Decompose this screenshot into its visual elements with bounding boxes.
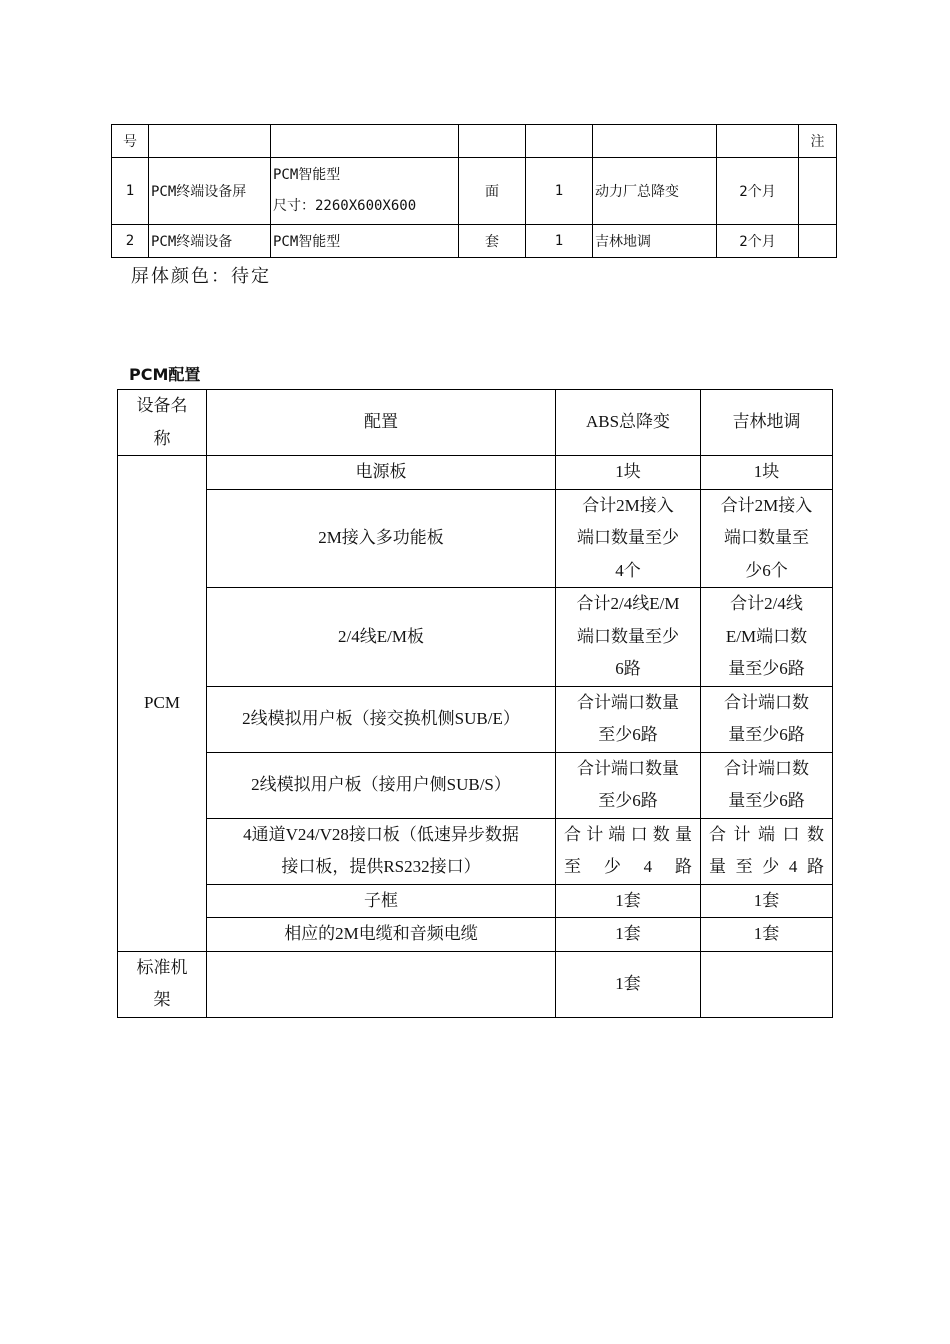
header-cell — [593, 125, 717, 158]
table1-header-row — [112, 125, 837, 158]
table-row — [118, 951, 833, 1017]
table-row — [118, 918, 833, 952]
header-cell — [526, 125, 593, 158]
header-cell — [459, 125, 526, 158]
location: 动力厂总降变 — [593, 158, 717, 225]
table-row — [118, 752, 833, 818]
equipment-spec — [271, 158, 459, 225]
cell-line: 量至少6路 — [728, 725, 805, 744]
cell-line: 合计端口数 — [724, 758, 809, 778]
cell-line: 至少6路 — [598, 791, 658, 810]
cell-line: 标准机 — [136, 957, 188, 977]
abs-cell: 1套 — [556, 918, 701, 952]
header-number: 号 — [112, 125, 149, 158]
config-cell: 相应的2M电缆和音频电缆 — [207, 918, 556, 952]
jilin-cell: 1套 — [701, 918, 833, 952]
row-number: 1 — [112, 158, 149, 225]
cell-line: 接口板，提供RS232接口） — [281, 857, 481, 876]
pcm-config-table — [117, 389, 833, 1018]
table-row — [118, 818, 833, 884]
header-cell — [271, 125, 459, 158]
header-remark: 注 — [799, 125, 837, 158]
table-row — [112, 225, 837, 258]
equipment-list-table — [111, 124, 837, 258]
cell-line: 合计2M接入 — [582, 495, 674, 515]
table-row — [118, 489, 833, 588]
table-row — [112, 158, 837, 225]
spec-line: 尺寸：2260X600X600 — [273, 198, 417, 214]
abs-cell — [556, 752, 701, 818]
quantity: 1 — [526, 225, 593, 258]
abs-cell — [556, 818, 701, 884]
cell-line: 合计2/4线E/M — [576, 594, 680, 613]
abs-cell — [556, 686, 701, 752]
cell-line: 量至少6路 — [728, 659, 805, 678]
config-cell: 2线模拟用户板（接交换机侧SUB/E） — [207, 686, 556, 752]
unit: 套 — [459, 225, 526, 258]
table-row — [118, 588, 833, 687]
color-note: 屏体颜色：待定 — [131, 266, 271, 287]
table2-header-row — [118, 390, 833, 456]
table-row — [118, 456, 833, 490]
jilin-cell — [701, 951, 833, 1017]
cell-line: E/M端口数 — [725, 626, 808, 646]
header-config: 配置 — [207, 390, 556, 456]
header-cell — [717, 125, 799, 158]
header-line: 设备名 — [136, 396, 188, 415]
abs-cell — [556, 588, 701, 687]
config-cell — [207, 818, 556, 884]
cell-line: 端口数量至 — [724, 528, 809, 547]
abs-cell: 1块 — [556, 456, 701, 490]
section-title: PCM配置 — [129, 365, 201, 384]
remark — [799, 225, 837, 258]
config-cell: 子框 — [207, 884, 556, 918]
cell-line: 少6个 — [745, 560, 788, 580]
cell-line: 合计2M接入 — [720, 495, 813, 515]
equipment-name: PCM终端设备 — [149, 225, 271, 258]
cell-line: 合计端口数 — [724, 692, 809, 712]
cell-line: 合计端口数量 — [577, 692, 679, 712]
cell-line: 合计端口数量 — [564, 824, 692, 844]
cell-line: 架 — [153, 990, 171, 1009]
jilin-cell: 1块 — [701, 456, 833, 490]
cell-line: 合计端口数 — [709, 824, 824, 844]
spec-line: PCM智能型 — [273, 167, 341, 183]
jilin-cell — [701, 752, 833, 818]
table-row — [118, 884, 833, 918]
cell-line: 合计端口数量 — [577, 758, 679, 778]
table-row — [118, 686, 833, 752]
header-device-name — [118, 390, 207, 456]
period: 2个月 — [717, 225, 799, 258]
header-abs: ABS总降变 — [556, 390, 701, 456]
config-cell: 2线模拟用户板（接用户侧SUB/S） — [207, 752, 556, 818]
cell-line: 合计2/4线 — [730, 594, 803, 613]
abs-cell — [556, 489, 701, 588]
equipment-spec: PCM智能型 — [271, 225, 459, 258]
period: 2个月 — [717, 158, 799, 225]
cell-line: 量至少4路 — [709, 857, 824, 876]
config-cell: 2/4线E/M板 — [207, 588, 556, 687]
remark — [799, 158, 837, 225]
group-pcm: PCM — [118, 456, 207, 952]
row-number: 2 — [112, 225, 149, 258]
unit: 面 — [459, 158, 526, 225]
config-cell — [207, 951, 556, 1017]
jilin-cell — [701, 818, 833, 884]
cell-line: 端口数量至少 — [577, 528, 679, 547]
cell-line: 6路 — [615, 659, 641, 678]
quantity: 1 — [526, 158, 593, 225]
header-line: 称 — [153, 428, 171, 448]
cell-line: 量至少6路 — [728, 791, 805, 810]
header-jilin: 吉林地调 — [701, 390, 833, 456]
cell-line: 至少4路 — [564, 857, 692, 876]
abs-cell: 1套 — [556, 884, 701, 918]
device-name-rack — [118, 951, 207, 1017]
jilin-cell — [701, 686, 833, 752]
abs-cell: 1套 — [556, 951, 701, 1017]
config-cell: 电源板 — [207, 456, 556, 490]
cell-line: 4个 — [615, 560, 641, 580]
location: 吉林地调 — [593, 225, 717, 258]
config-cell: 2M接入多功能板 — [207, 489, 556, 588]
cell-line: 端口数量至少 — [577, 626, 679, 646]
cell-line: 4通道V24/V28接口板（低速异步数据 — [243, 824, 519, 844]
equipment-name: PCM终端设备屏 — [149, 158, 271, 225]
cell-line: 至少6路 — [598, 725, 658, 744]
jilin-cell — [701, 489, 833, 588]
jilin-cell: 1套 — [701, 884, 833, 918]
header-cell — [149, 125, 271, 158]
jilin-cell — [701, 588, 833, 687]
